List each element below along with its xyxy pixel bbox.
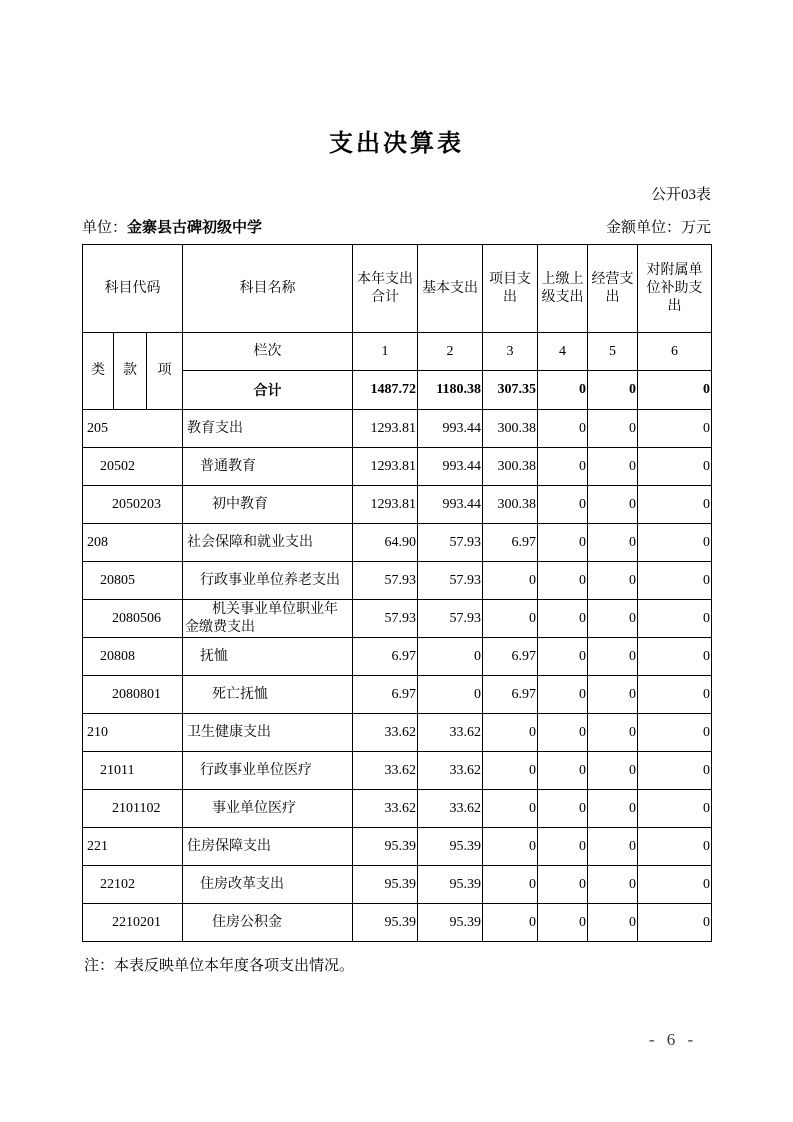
value-cell: 0 [638, 828, 712, 866]
name-cell: 住房保障支出 [183, 828, 353, 866]
table-note: 注：本表反映单位本年度各项支出情况。 [84, 958, 355, 974]
column-number-cell: 1 [353, 333, 418, 371]
name-cell: 事业单位医疗 [183, 790, 353, 828]
subheader-item: 项 [147, 333, 183, 410]
total-label: 合计 [183, 371, 353, 410]
value-cell: 57.93 [418, 562, 483, 600]
code-cell: 21011 [83, 752, 183, 790]
value-cell: 33.62 [418, 714, 483, 752]
table-row [83, 676, 712, 714]
code-cell: 210 [83, 714, 183, 752]
name-cell: 普通教育 [183, 448, 353, 486]
code-cell: 2080506 [83, 600, 183, 638]
value-cell: 6.97 [353, 638, 418, 676]
value-cell: 0 [588, 562, 638, 600]
table-row [83, 486, 712, 524]
value-cell: 0 [538, 600, 588, 638]
value-cell: 0 [638, 448, 712, 486]
value-cell: 0 [638, 790, 712, 828]
code-cell: 2210201 [83, 904, 183, 942]
value-cell: 0 [538, 676, 588, 714]
name-cell: 死亡抚恤 [183, 676, 353, 714]
value-cell: 0 [483, 600, 538, 638]
value-cell: 0 [638, 410, 712, 448]
table-body [83, 245, 712, 942]
subheader-section: 款 [114, 333, 147, 410]
value-cell: 33.62 [353, 790, 418, 828]
header-subject-code: 科目代码 [83, 245, 183, 333]
table-row [83, 410, 712, 448]
value-cell: 0 [538, 562, 588, 600]
value-cell: 95.39 [418, 828, 483, 866]
value-cell: 0 [538, 448, 588, 486]
table-row [83, 562, 712, 600]
code-cell: 221 [83, 828, 183, 866]
code-cell: 22102 [83, 866, 183, 904]
value-cell: 0 [483, 562, 538, 600]
name-cell: 住房公积金 [183, 904, 353, 942]
meta-line [82, 219, 711, 238]
value-cell: 0 [588, 410, 638, 448]
value-cell: 6.97 [483, 638, 538, 676]
value-cell: 0 [418, 676, 483, 714]
value-cell: 0 [538, 866, 588, 904]
total-value-cell: 0 [588, 371, 638, 410]
name-cell: 卫生健康支出 [183, 714, 353, 752]
value-cell: 0 [638, 676, 712, 714]
value-cell: 0 [588, 486, 638, 524]
code-cell: 2050203 [83, 486, 183, 524]
value-cell: 0 [588, 714, 638, 752]
unit-field [82, 219, 262, 238]
value-cell: 0 [538, 410, 588, 448]
value-cell: 95.39 [418, 904, 483, 942]
column-index-row [83, 333, 712, 371]
value-cell: 0 [538, 790, 588, 828]
header-row [83, 245, 712, 333]
value-cell: 64.90 [353, 524, 418, 562]
column-number-cell: 3 [483, 333, 538, 371]
table-row [83, 448, 712, 486]
value-cell: 0 [588, 448, 638, 486]
value-cell: 0 [588, 676, 638, 714]
page-title: 支出决算表 [329, 131, 464, 157]
subheader-class: 类 [83, 333, 114, 410]
header-upper-level: 上缴上级支出 [538, 245, 588, 333]
total-value-cell: 307.35 [483, 371, 538, 410]
value-cell: 0 [483, 904, 538, 942]
expenditure-table [82, 244, 712, 942]
value-cell: 0 [483, 752, 538, 790]
column-number-cell: 5 [588, 333, 638, 371]
value-cell: 6.97 [483, 524, 538, 562]
page-number: - 6 - [648, 1030, 698, 1049]
code-cell: 20808 [83, 638, 183, 676]
column-number-cell: 6 [638, 333, 712, 371]
value-cell: 993.44 [418, 448, 483, 486]
code-cell: 20502 [83, 448, 183, 486]
code-cell: 205 [83, 410, 183, 448]
value-cell: 300.38 [483, 448, 538, 486]
value-cell: 0 [588, 866, 638, 904]
value-cell: 0 [638, 524, 712, 562]
value-cell: 0 [638, 866, 712, 904]
value-cell: 0 [638, 486, 712, 524]
header-subsidiary: 对附属单位补助支出 [638, 245, 712, 333]
table-row [83, 600, 712, 638]
value-cell: 0 [538, 486, 588, 524]
value-cell: 0 [588, 790, 638, 828]
amount-unit: 金额单位：万元 [605, 220, 711, 236]
value-cell: 0 [418, 638, 483, 676]
unit-name: 金寨县古碑初级中学 [127, 220, 263, 236]
table-row [83, 752, 712, 790]
table-tag: 公开03表 [650, 187, 711, 203]
code-cell: 20805 [83, 562, 183, 600]
name-cell: 机关事业单位职业年金缴费支出 [183, 600, 353, 638]
column-number-cell: 4 [538, 333, 588, 371]
value-cell: 0 [588, 600, 638, 638]
table-row [83, 790, 712, 828]
value-cell: 0 [638, 638, 712, 676]
value-cell: 0 [638, 752, 712, 790]
value-cell: 6.97 [483, 676, 538, 714]
value-cell: 0 [638, 904, 712, 942]
content-area [82, 186, 711, 975]
table-row [83, 524, 712, 562]
name-cell: 初中教育 [183, 486, 353, 524]
value-cell: 33.62 [353, 714, 418, 752]
value-cell: 57.93 [353, 562, 418, 600]
value-cell: 0 [538, 828, 588, 866]
table-row [83, 638, 712, 676]
column-index-label: 栏次 [183, 333, 353, 371]
table-row [83, 866, 712, 904]
value-cell: 993.44 [418, 410, 483, 448]
value-cell: 0 [538, 638, 588, 676]
value-cell: 300.38 [483, 486, 538, 524]
total-value-cell: 0 [538, 371, 588, 410]
value-cell: 0 [588, 638, 638, 676]
code-cell: 2080801 [83, 676, 183, 714]
name-cell: 行政事业单位养老支出 [183, 562, 353, 600]
value-cell: 95.39 [353, 904, 418, 942]
value-cell: 0 [638, 600, 712, 638]
value-cell: 1293.81 [353, 448, 418, 486]
value-cell: 33.62 [418, 752, 483, 790]
value-cell: 0 [483, 714, 538, 752]
value-cell: 95.39 [353, 828, 418, 866]
value-cell: 0 [638, 562, 712, 600]
value-cell: 0 [638, 714, 712, 752]
value-cell: 6.97 [353, 676, 418, 714]
header-operating: 经营支出 [588, 245, 638, 333]
value-cell: 33.62 [418, 790, 483, 828]
value-cell: 57.93 [353, 600, 418, 638]
value-cell: 0 [538, 904, 588, 942]
name-cell: 教育支出 [183, 410, 353, 448]
name-cell: 抚恤 [183, 638, 353, 676]
total-value-cell: 1487.72 [353, 371, 418, 410]
value-cell: 993.44 [418, 486, 483, 524]
value-cell: 0 [588, 828, 638, 866]
header-subject-name: 科目名称 [183, 245, 353, 333]
name-cell: 住房改革支出 [183, 866, 353, 904]
header-basic: 基本支出 [418, 245, 483, 333]
total-value-cell: 0 [638, 371, 712, 410]
code-cell: 2101102 [83, 790, 183, 828]
value-cell: 300.38 [483, 410, 538, 448]
unit-label: 单位： [82, 220, 128, 236]
value-cell: 57.93 [418, 524, 483, 562]
value-cell: 95.39 [353, 866, 418, 904]
value-cell: 0 [483, 828, 538, 866]
value-cell: 0 [483, 866, 538, 904]
value-cell: 0 [483, 790, 538, 828]
total-value-cell: 1180.38 [418, 371, 483, 410]
column-number-cell: 2 [418, 333, 483, 371]
value-cell: 57.93 [418, 600, 483, 638]
code-cell: 208 [83, 524, 183, 562]
value-cell: 1293.81 [353, 410, 418, 448]
table-row [83, 828, 712, 866]
header-year-total: 本年支出合计 [353, 245, 418, 333]
name-cell: 行政事业单位医疗 [183, 752, 353, 790]
table-row [83, 714, 712, 752]
name-cell: 社会保障和就业支出 [183, 524, 353, 562]
value-cell: 0 [538, 752, 588, 790]
value-cell: 0 [588, 752, 638, 790]
value-cell: 0 [538, 524, 588, 562]
header-project: 项目支出 [483, 245, 538, 333]
value-cell: 0 [538, 714, 588, 752]
value-cell: 33.62 [353, 752, 418, 790]
value-cell: 95.39 [418, 866, 483, 904]
value-cell: 0 [588, 524, 638, 562]
value-cell: 1293.81 [353, 486, 418, 524]
value-cell: 0 [588, 904, 638, 942]
table-row [83, 904, 712, 942]
